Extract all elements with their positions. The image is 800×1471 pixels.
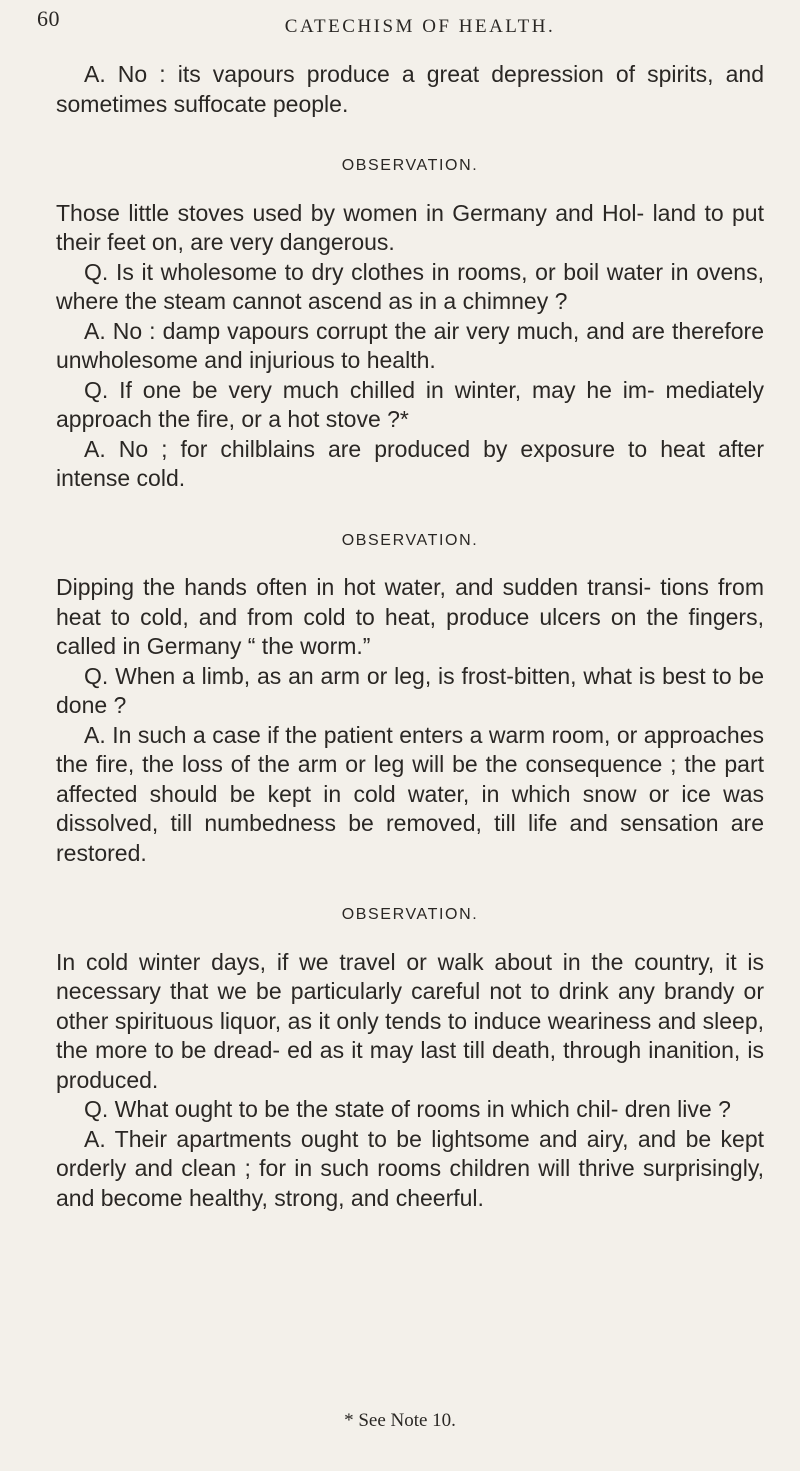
answer: A. In such a case if the patient enters a warm room, or approaches the fire, the loss of the arm or leg will be the consequence ; the part affected should be kept in cold water, in which snow or ice was dissolved, till numbedness be removed, till life and sensation are restored. [56,721,764,866]
observation-heading: OBSERVATION. [341,531,479,549]
paragraph: Dipping the hands often in hot water, and sudden transi- tions from heat to cold, and from cold to heat, produce ulcers on the fingers, called in Germany “ the worm.” [56,574,764,659]
running-head: CATECHISM OF HEALTH. [284,16,556,37]
footnote: * See Note 10. [344,1410,456,1431]
observation-heading: OBSERVATION. [341,906,479,923]
paragraph: A. No : its vapours produce a great depression of spirits, and sometimes suffocate people. [56,61,764,117]
question: Q. Is it wholesome to dry clothes in rooms, or boil water in ovens, where the steam cannot ascend as in a chimney ? [56,258,764,314]
paragraph: In cold winter days, if we travel or walk about in the country, it is necessary that we be particularly careful not to drink any brandy or other spirituous liquor, as it only tends to induce weariness and sleep, the more to be dread- ed as it may last till death, through inanition, is produced. [56,948,764,1093]
answer: A. Their apartments ought to be lightsome and airy, and be kept orderly and clean ; for in such rooms children will thrive surprisingly, and become healthy, strong, and cheerful. [56,1125,764,1211]
body-text [56,60,764,1213]
answer: A. No ; for chilblains are produced by exposure to heat after intense cold. [56,435,764,491]
paragraph: Those little stoves used by women in Germany and Hol- land to put their feet on, are very dangerous. [56,199,764,255]
question: Q. What ought to be the state of rooms in which chil- dren live ? [84,1096,731,1122]
observation-heading: OBSERVATION. [341,157,479,174]
question: Q. If one be very much chilled in winter, may he im- mediately approach the fire, or a hot stove ?* [56,376,764,432]
answer: A. No : damp vapours corrupt the air very much, and are therefore unwholesome and injurious to health. [56,317,764,373]
page-number: 60 [37,6,60,31]
question: Q. When a limb, as an arm or leg, is frost-bitten, what is best to be done ? [56,662,764,718]
